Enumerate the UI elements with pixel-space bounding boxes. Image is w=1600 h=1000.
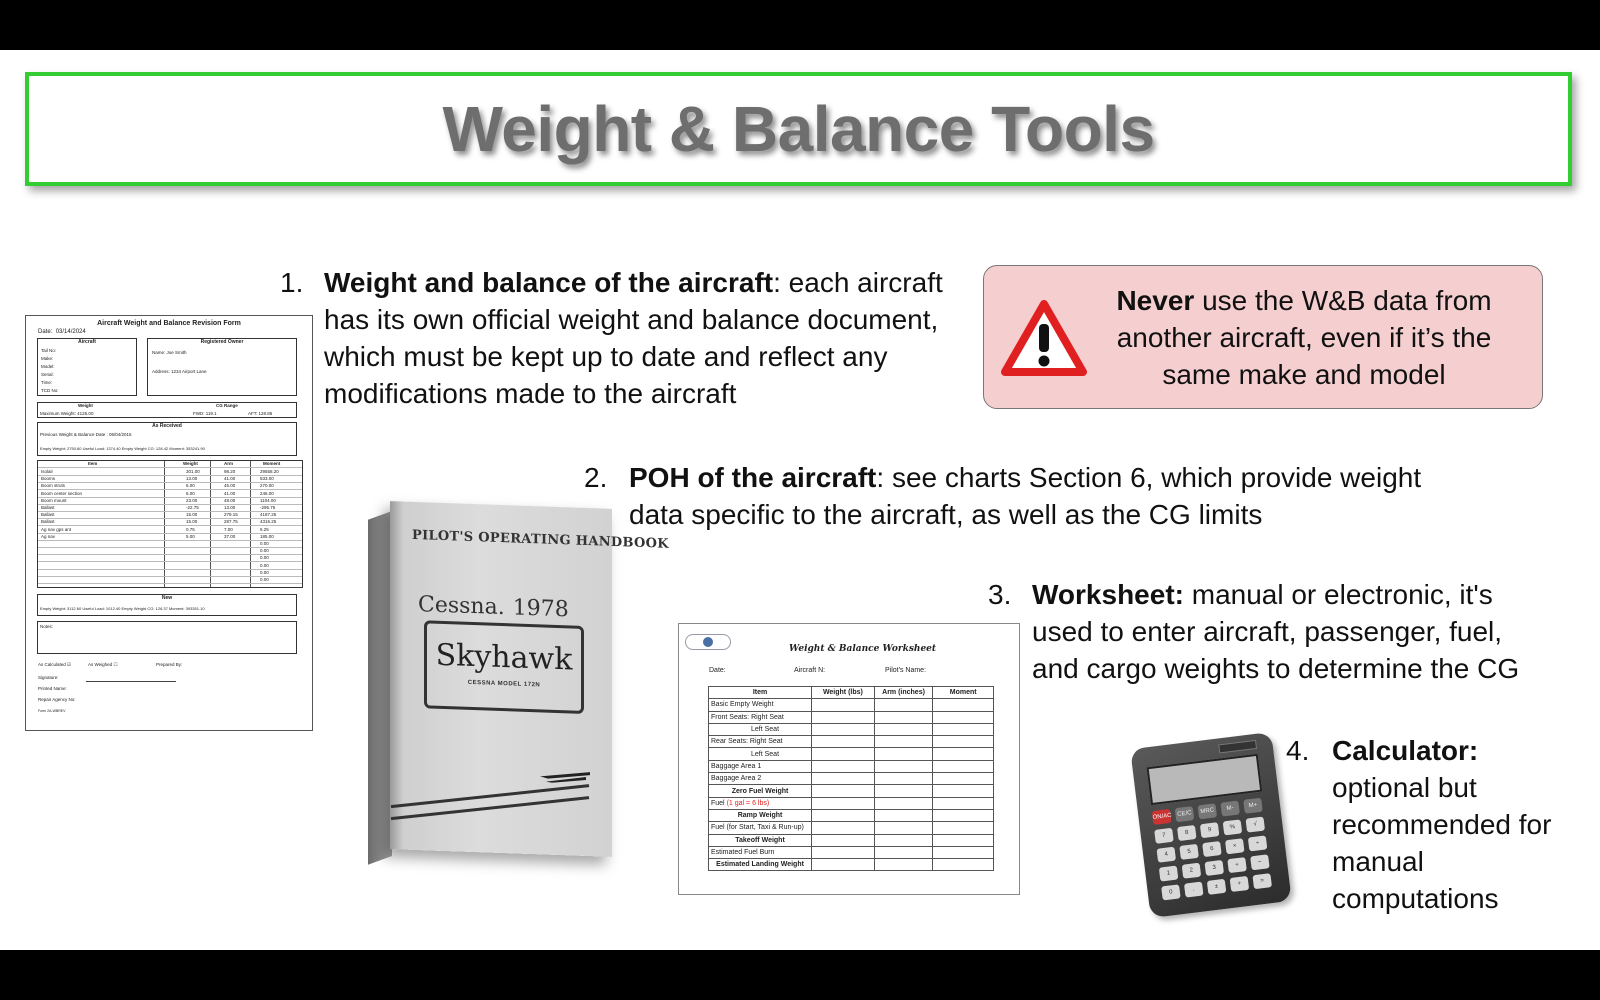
item-1-text	[324, 264, 954, 412]
form-fwd: FWD: 119.1	[193, 411, 217, 416]
form-table-cell: 0.75	[186, 526, 195, 532]
worksheet-row-label: Left Seat	[709, 748, 812, 760]
worksheet-row-label: Fuel (for Start, Taxi & Run-up)	[709, 822, 812, 834]
form-table-cell: Booms	[41, 476, 56, 482]
form-table-cell: 41.00	[224, 490, 236, 496]
form-table-row	[38, 527, 302, 534]
worksheet-row	[709, 723, 994, 735]
item-2	[584, 459, 1444, 539]
item-1-body: : each aircraft has its own official weight and balance document, which must be kept up to date and reflect any modifications made to the aircraft	[324, 267, 943, 409]
worksheet-empty-cell	[933, 711, 994, 723]
worksheet-empty-cell	[874, 760, 933, 772]
form-aircraft-field: Time:	[41, 380, 53, 385]
calculator-key: 2	[1182, 863, 1202, 879]
worksheet-empty-cell	[874, 736, 933, 748]
form-table-cell: 0.00	[260, 562, 269, 568]
wb-worksheet-image	[678, 623, 1020, 895]
form-aft: AFT: 128.85	[248, 411, 273, 416]
worksheet-empty-cell	[874, 785, 933, 797]
warning-bold: Never	[1116, 285, 1195, 316]
worksheet-empty-cell	[874, 773, 933, 785]
worksheet-header-cell: Moment	[933, 687, 994, 699]
calculator-key: %	[1223, 819, 1243, 835]
calculator-key: 1	[1159, 865, 1179, 881]
worksheet-empty-cell	[812, 846, 875, 858]
worksheet-empty-cell	[812, 773, 875, 785]
worksheet-empty-cell	[812, 809, 875, 821]
worksheet-empty-cell	[933, 736, 994, 748]
item-1-number: 1.	[280, 267, 304, 298]
calculator-key: 4	[1156, 847, 1176, 863]
form-table-cell: 13.00	[224, 505, 236, 510]
form-table-cell: 29558.20	[260, 469, 279, 474]
item-3-bold: Worksheet:	[1032, 579, 1184, 610]
worksheet-empty-cell	[874, 846, 933, 858]
worksheet-row-label: Rear Seats: Right Seat	[709, 736, 812, 748]
worksheet-table	[708, 686, 994, 871]
form-aircraft-field: Model:	[41, 364, 55, 369]
form-received-box	[37, 422, 297, 456]
worksheet-empty-cell	[874, 723, 933, 735]
warning-callout	[983, 265, 1543, 409]
form-weight-header: Weight	[78, 403, 93, 408]
calculator-key: √	[1245, 817, 1265, 833]
worksheet-row	[709, 748, 994, 760]
form-table-cell: 301.00	[186, 469, 200, 474]
item-2-text	[629, 459, 1429, 533]
form-table-cell: 15.00	[186, 512, 198, 518]
calculator-key: 7	[1154, 828, 1174, 844]
form-table-cell: 279.15	[224, 512, 238, 518]
form-table-cell: 246.00	[260, 490, 274, 496]
form-table-cell: 5.00	[186, 533, 195, 539]
worksheet-empty-cell	[812, 859, 875, 871]
form-table-cell: 0.00	[260, 569, 269, 575]
worksheet-empty-cell	[812, 711, 875, 723]
form-table-cell: 48.00	[224, 497, 236, 503]
form-max-weight: Maximum Weight: 4125.00	[40, 411, 94, 416]
calculator-screen	[1147, 754, 1263, 805]
form-table-cell: 4316.25	[260, 519, 277, 525]
form-table-row	[38, 519, 302, 526]
item-4-text	[1332, 732, 1552, 917]
worksheet-row	[709, 699, 994, 711]
form-owner-address: Address: 1234 Airport Lane	[152, 369, 207, 374]
worksheet-empty-cell	[874, 748, 933, 760]
calculator-key: 9	[1200, 822, 1220, 838]
form-table-row	[38, 563, 302, 570]
calculator-key: +	[1227, 857, 1247, 873]
warning-text	[1084, 282, 1524, 393]
worksheet-row-label: Ramp Weight	[709, 809, 812, 821]
item-1	[280, 264, 960, 414]
form-aircraft-field: Serial:	[41, 372, 54, 377]
calculator-key: 5	[1179, 844, 1199, 860]
calculator-icon	[1140, 740, 1282, 912]
form-table-cell: 6.00	[186, 483, 195, 489]
form-table-header	[38, 461, 302, 468]
worksheet-empty-cell	[874, 809, 933, 821]
worksheet-empty-cell	[933, 760, 994, 772]
form-table-cell: 45.00	[224, 483, 236, 489]
form-as-calculated: As Calculated ☑	[38, 662, 72, 667]
book-cover	[390, 501, 669, 857]
form-table-row	[38, 534, 302, 541]
form-table-row	[38, 541, 302, 548]
title-box	[25, 72, 1572, 186]
worksheet-row	[709, 846, 994, 858]
worksheet-header-cell: Weight (lbs)	[812, 687, 875, 699]
book-label	[424, 620, 584, 714]
worksheet-empty-cell	[933, 846, 994, 858]
form-table-row	[38, 570, 302, 577]
worksheet-empty-cell	[812, 760, 875, 772]
calculator-key: M+	[1243, 798, 1263, 814]
worksheet-row	[709, 859, 994, 871]
worksheet-row-label: Front Seats: Right Seat	[709, 711, 812, 723]
item-4-body: optional but recommended for manual computations	[1332, 772, 1552, 914]
item-4	[1286, 732, 1556, 922]
worksheet-row	[709, 773, 994, 785]
worksheet-row-label: Fuel (1 gal = 6 lbs)	[709, 797, 812, 809]
calculator-keys	[1152, 797, 1280, 901]
form-new-header: New	[161, 595, 173, 601]
book-brand: Cessna. 1978	[418, 592, 569, 623]
worksheet-header-cell: Item	[709, 687, 812, 699]
calculator-key: 3	[1204, 860, 1224, 876]
calculator-key: M-	[1220, 801, 1240, 817]
form-table-row	[38, 469, 302, 476]
calculator-key: MRC	[1198, 803, 1218, 819]
book-heading: PILOT'S OPERATING HANDBOOK	[412, 527, 669, 552]
form-aircraft-box	[37, 338, 137, 396]
form-received-line: Empty Weight: 2750.60 Useful Load: 1374.40 Empty Weight CG: 128.42 Moment: 353241.90	[40, 446, 205, 451]
worksheet-empty-cell	[812, 723, 875, 735]
worksheet-row	[709, 711, 994, 723]
form-table-cell: 13.00	[186, 476, 198, 482]
worksheet-row-label: Basic Empty Weight	[709, 699, 812, 711]
form-table-row	[38, 483, 302, 490]
form-prev-date: Previous Weight & Balance Date : 06/04/2015	[40, 432, 132, 437]
form-table-cell: 15.00	[186, 519, 198, 525]
worksheet-date: Date:	[709, 667, 726, 674]
form-table-row	[38, 512, 302, 519]
form-aircraft-field: Make:	[41, 356, 54, 361]
form-table-cell: 0.00	[260, 541, 269, 546]
wb-revision-form-image	[25, 315, 313, 731]
worksheet-row-label: Left Seat	[709, 723, 812, 735]
worksheet-row-label: Estimated Fuel Burn	[709, 846, 812, 858]
worksheet-empty-cell	[874, 834, 933, 846]
form-table-cell: 533.00	[260, 476, 274, 482]
warning-body: use the W&B data from another aircraft, even if it’s the same make and model	[1116, 285, 1492, 390]
worksheet-row-label: Baggage Area 2	[709, 773, 812, 785]
form-table-cell: 7.00	[224, 526, 233, 532]
form-owner-box	[147, 338, 297, 396]
item-2-bold: POH of the aircraft	[629, 462, 877, 493]
calculator-key: CE/C	[1175, 806, 1195, 822]
worksheet-empty-cell	[812, 822, 875, 834]
worksheet-row	[709, 760, 994, 772]
slide-title: Weight & Balance Tools	[442, 93, 1155, 165]
worksheet-empty-cell	[933, 809, 994, 821]
worksheet-empty-cell	[874, 822, 933, 834]
form-table-cell: 6.00	[186, 490, 195, 496]
book-model-name: Skyhawk	[435, 637, 573, 678]
form-table-cell: Ag nav	[41, 533, 56, 539]
item-3-text	[1032, 576, 1542, 687]
worksheet-empty-cell	[933, 773, 994, 785]
worksheet-empty-cell	[933, 797, 994, 809]
school-logo-icon	[685, 634, 731, 650]
book-model-number: CESSNA MODEL 172N	[467, 679, 541, 689]
calculator-key: ÷	[1248, 835, 1268, 851]
worksheet-row-label: Takeoff Weight	[709, 834, 812, 846]
form-table-header-cell: Arm	[224, 461, 234, 466]
form-table-cell: 0.00	[260, 555, 269, 561]
form-table-cell: 4187.25	[260, 512, 277, 518]
form-table-header-cell: Item	[88, 461, 98, 466]
form-table-cell: 5.25	[260, 526, 269, 532]
form-received-header: As Received	[152, 423, 182, 429]
worksheet-empty-cell	[933, 834, 994, 846]
item-3-body: manual or electronic, it's used to enter aircraft, passenger, fuel, and cargo weights to determine the CG	[1032, 579, 1520, 684]
cessna-logo-icon	[540, 768, 590, 784]
form-table-cell: 98.20	[224, 469, 236, 474]
form-table-row	[38, 505, 302, 512]
form-signature: Signature:	[38, 675, 59, 680]
form-table-header-cell: Moment	[263, 461, 281, 466]
warning-triangle-icon	[1001, 300, 1087, 376]
worksheet-empty-cell	[933, 785, 994, 797]
form-weight-box	[37, 402, 297, 418]
calculator-body	[1130, 732, 1292, 918]
form-table-header-cell: Weight	[183, 461, 198, 466]
item-2-number: 2.	[584, 462, 608, 493]
form-table-row	[38, 577, 302, 584]
calculator-key: ±	[1207, 879, 1227, 895]
form-table-cell: 1104.00	[260, 497, 276, 503]
worksheet-pilot: Pilot's Name:	[885, 667, 927, 674]
calculator-solar-panel	[1218, 740, 1257, 754]
form-item-table	[37, 460, 303, 588]
calculator-key: −	[1250, 854, 1270, 870]
worksheet-row-label: Baggage Area 1	[709, 760, 812, 772]
form-table-cell: -22.75	[186, 505, 199, 510]
calculator-key: 0	[1161, 884, 1181, 900]
worksheet-empty-cell	[812, 699, 875, 711]
worksheet-empty-cell	[812, 785, 875, 797]
form-table-cell: 270.00	[260, 483, 274, 489]
form-table-cell: Boom struts	[41, 483, 66, 489]
form-owner-name: Name: Joe Smith	[152, 350, 187, 355]
form-table-cell: Ballast	[41, 519, 55, 525]
calculator-key: =	[1252, 873, 1272, 889]
calculator-key: +	[1230, 876, 1250, 892]
form-notes-label: Notes:	[40, 624, 54, 629]
form-title: Aircraft Weight and Balance Revision Form	[97, 320, 241, 327]
worksheet-empty-cell	[933, 723, 994, 735]
form-number: Form 2A-WBREV	[38, 709, 66, 713]
item-4-number: 4.	[1286, 735, 1310, 766]
form-table-cell: 0.00	[260, 548, 269, 554]
worksheet-empty-cell	[933, 822, 994, 834]
form-table-cell: 0.00	[260, 577, 269, 582]
worksheet-aircraft: Aircraft N:	[794, 667, 826, 674]
form-table-cell: Ag nav gps ant	[41, 526, 72, 532]
slide	[0, 50, 1600, 950]
form-table-cell: 37.00	[224, 533, 236, 539]
worksheet-row	[709, 736, 994, 748]
form-table-row	[38, 555, 302, 562]
item-3-number: 3.	[988, 579, 1012, 610]
worksheet-empty-cell	[812, 834, 875, 846]
worksheet-empty-cell	[933, 748, 994, 760]
form-table-cell: Ballast	[41, 505, 55, 510]
form-aircraft-header: Aircraft	[78, 339, 96, 345]
form-table-row	[38, 548, 302, 555]
form-table-cell: 23.00	[186, 497, 198, 503]
worksheet-empty-cell	[874, 699, 933, 711]
form-table-cell: Boom center section	[41, 490, 83, 496]
worksheet-row	[709, 809, 994, 821]
book-spine	[368, 511, 392, 865]
worksheet-empty-cell	[812, 748, 875, 760]
item-2-body: : see charts Section 6, which provide weight data specific to the aircraft, as well as the CG limits	[629, 462, 1422, 530]
calculator-key: .	[1184, 882, 1204, 898]
form-cg-header: CG Range	[216, 403, 238, 408]
item-1-bold: Weight and balance of the aircraft	[324, 267, 774, 298]
worksheet-title: Weight & Balance Worksheet	[789, 644, 937, 654]
item-3	[988, 576, 1548, 726]
worksheet-empty-cell	[874, 859, 933, 871]
worksheet-row	[709, 785, 994, 797]
worksheet-empty-cell	[933, 699, 994, 711]
form-table-row	[38, 476, 302, 483]
worksheet-row	[709, 822, 994, 834]
worksheet-row-label: Zero Fuel Weight	[709, 785, 812, 797]
worksheet-empty-cell	[874, 797, 933, 809]
calculator-key: ×	[1225, 838, 1245, 854]
form-date: Date: 03/14/2024	[38, 329, 86, 335]
form-table-cell: Isolair	[41, 469, 54, 474]
form-table-cell: 41.00	[224, 476, 236, 482]
form-repair-agency: Repair Agency No:	[38, 697, 76, 702]
worksheet-row	[709, 834, 994, 846]
calculator-key: ON/AC	[1152, 809, 1172, 825]
worksheet-row	[709, 797, 994, 809]
item-4-bold: Calculator:	[1332, 735, 1479, 766]
form-table-cell: -295.75	[260, 505, 276, 510]
worksheet-row-label: Estimated Landing Weight	[709, 859, 812, 871]
form-table-cell: 185.00	[260, 533, 274, 539]
form-owner-header: Registered Owner	[200, 339, 244, 345]
form-prepared-by: Prepared By:	[156, 662, 183, 667]
calculator-key: 6	[1202, 841, 1222, 857]
calculator-key: 8	[1177, 825, 1197, 841]
form-table-cell: Ballast	[41, 512, 55, 518]
worksheet-empty-cell	[933, 859, 994, 871]
form-printed-name: Printed Name:	[38, 686, 67, 691]
worksheet-empty-cell	[812, 736, 875, 748]
form-new-line: Empty Weight: 3112.60 Useful Load: 1012.40 Empty Weight CG: 126.37 Moment: 393351.10	[40, 606, 205, 611]
form-table-row	[38, 498, 302, 505]
form-notes-box	[37, 621, 297, 654]
worksheet-header-cell: Arm (inches)	[874, 687, 933, 699]
form-table-row	[38, 491, 302, 498]
form-new-box	[37, 594, 297, 616]
worksheet-empty-cell	[874, 711, 933, 723]
form-aircraft-field: TCD No:	[41, 388, 59, 393]
worksheet-empty-cell	[812, 797, 875, 809]
poh-book-image	[368, 505, 669, 860]
form-table-cell: Boom mount	[41, 497, 67, 503]
form-table-cell: 287.75	[224, 519, 238, 525]
form-as-weighed: As Weighed ☐	[88, 662, 118, 667]
form-aircraft-field: Tail No:	[41, 348, 57, 353]
